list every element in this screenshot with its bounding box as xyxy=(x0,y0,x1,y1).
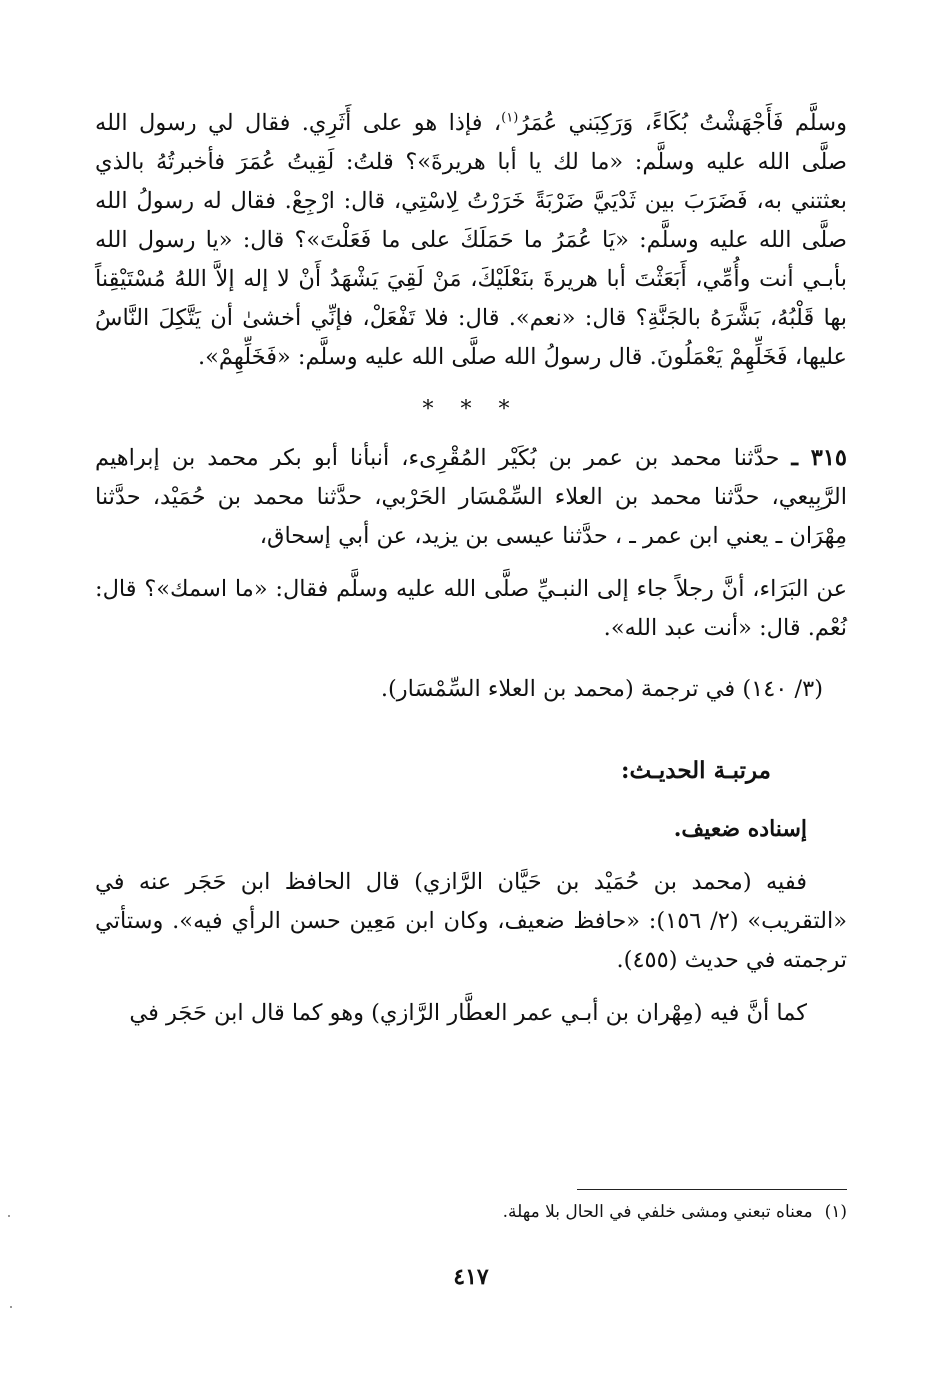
footnote-text: معناه تبعني ومشى خلفي في الحال بلا مهلة. xyxy=(502,1202,813,1222)
hadith-matn-paragraph: عن البَرَاء، أنَّ رجلاً جاء إلى النبـيِّ صلَّى الله عليه وسلَّم فقال: «ما اسمك»؟ قال: نُعْم. قال: «أنت عبد الله». xyxy=(95,576,847,641)
grading-verdict: إسناده ضعيف. xyxy=(673,816,807,842)
hadith-reference: (٣/ ١٤٠) في ترجمة (محمد بن العلاء السِّمْسَار). xyxy=(380,676,823,702)
footnote xyxy=(95,1197,847,1227)
footnote-marker: (١) xyxy=(501,110,519,126)
footnote-number: (١) xyxy=(824,1202,847,1222)
grading-heading: مرتبـة الحديـث: xyxy=(621,757,771,784)
section-separator: * * * xyxy=(422,397,520,422)
footnote-divider xyxy=(577,1189,847,1190)
hadith-number: ٣١٥ ـ xyxy=(791,445,847,471)
grading-explanation-2: كما أنَّ فيه (مِهْران بن أبـي عمر العطَّار الرَّازي) وهو كما قال ابن حَجَر في xyxy=(129,1000,807,1026)
page-number: ٤١٧ xyxy=(453,1264,489,1290)
hadith-isnad: حدَّثنا محمد بن عمر بن بُكَيْر المُقْرِىء، أنبأنا أبو بكر محمد بن إبراهيم الرَّبِيعي، حدَّثنا محمد بن العلاء السِّمْسَار الحَرْبي، حدَّثنا محمد بن حُمَيْد، حدَّثنا مِهْرَان ـ يعني ابن عمر ـ ، حدَّثنا عيسى بن يزيد، عن أبي إسحاق، xyxy=(95,445,847,549)
hadith-isnad-paragraph xyxy=(95,439,847,556)
grading-explanation-1: ففيه (محمد بن حُمَيْد بن حَيَّان الرَّازي) قال الحافظ ابن حَجَر عنه في «التقريب» (٢/ ١٥٦): «حافظ ضعيف، وكان ابن مَعِين حسن الرأي فيه». وستأتي ترجمته في حديث (٤٥٥). xyxy=(95,869,847,973)
paragraph-text-start: وسلَّم فَأَجْهَشْتُ بُكَاءً، وَرَكِبَني عُمَرُ xyxy=(518,110,847,136)
hadith-continuation-paragraph xyxy=(95,104,847,377)
paragraph-text-rest: ، فإذا هو على أَثَرِي. فقال لي رسول الله صلَّى الله عليه وسلَّم: «ما لك يا أبا هريرةَ»؟ قلتُ: لَقِيتُ عُمَرَ فأخبرتُهُ بالذي بعثتني به، فَضَرَبَ بين ثَدْيَيَّ ضَرْبَةً خَرَرْتُ لِاسْتِي، قال: ارْجِعْ. فقال له رسولُ الله صلَّى الله عليه وسلَّم: «يَا عُمَرُ ما حَمَلَكَ على ما فَعَلْتَ»؟ قال: «يا رسول الله بأبـي أنت وأُمِّي، أَبَعَثْتَ أبا هريرةَ بنَعْلَيْكَ، مَنْ لَقِيَ يَشْهَدُ أَنْ لا إله إلاَّ اللهُ مُسْتَيْقِناً بها قَلْبُهُ، بَشَّرَهُ بالجَنَّةِ؟ قال: «نعم». قال: فلا تَفْعَلْ، فإنِّي أخشىٰ أن يَتَّكِلَ النَّاسُ عليها، فَخَلِّهِمْ يَعْمَلُونَ. قال رسولُ الله صلَّى الله عليه وسلَّم: «فَخَلِّهِمْ». xyxy=(95,110,847,370)
scan-speck xyxy=(8,1215,10,1217)
book-page xyxy=(95,104,847,1355)
scan-speck xyxy=(10,1306,12,1308)
